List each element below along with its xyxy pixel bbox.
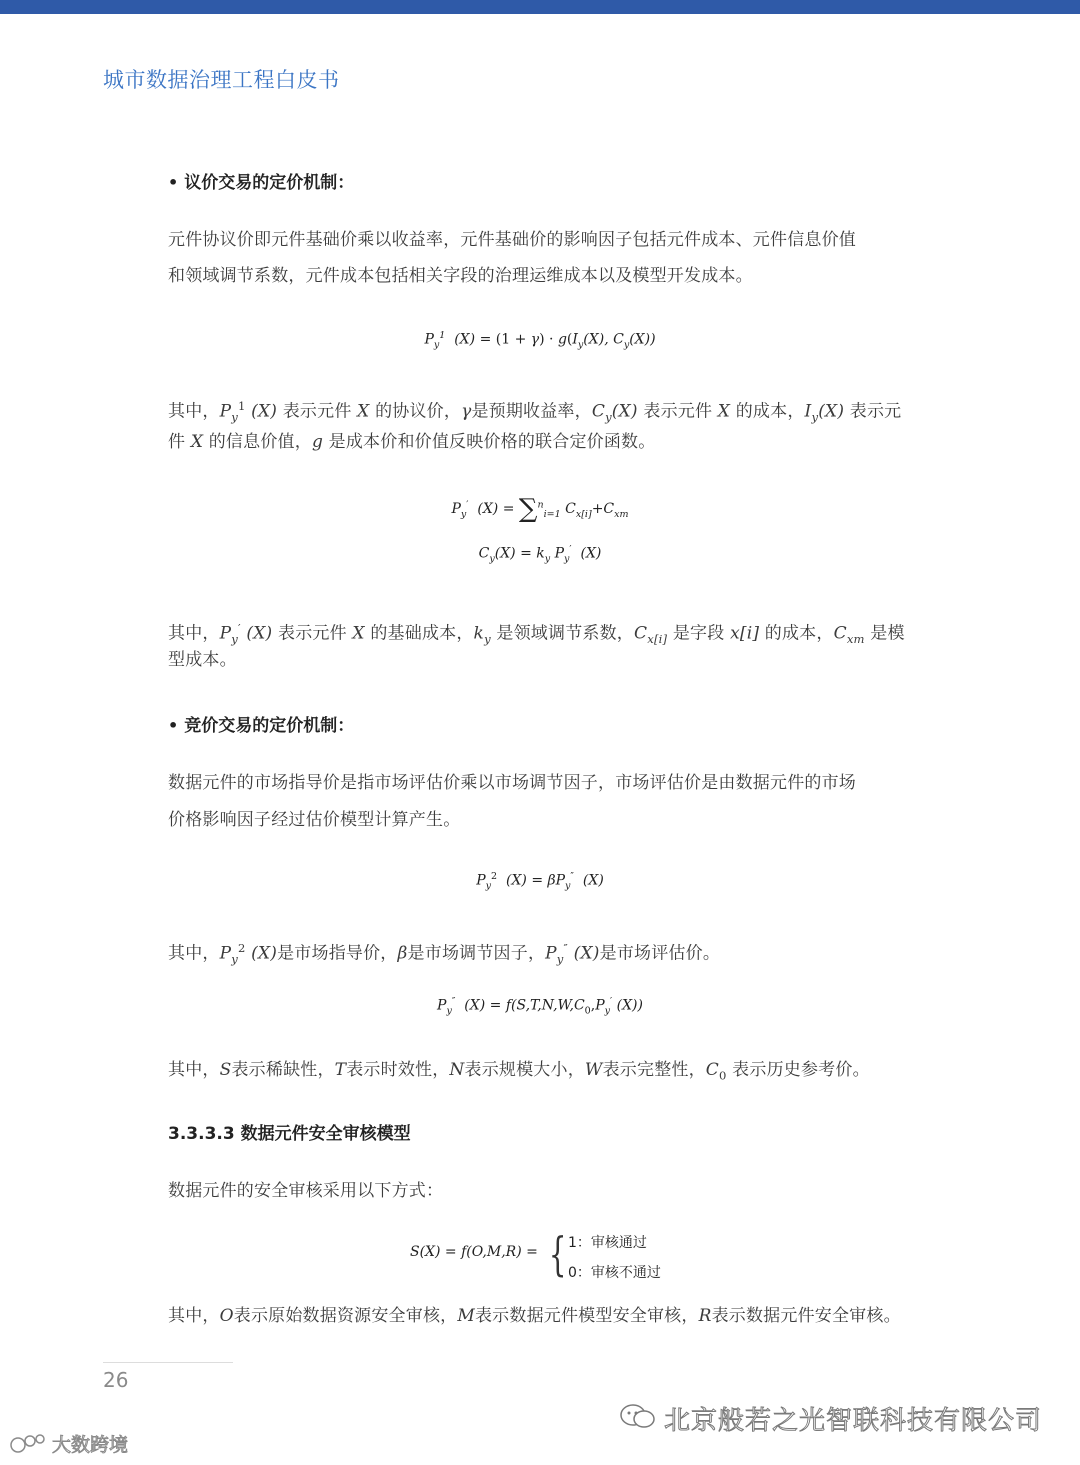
top-accent-bar — [0, 0, 1080, 14]
symbol: (S,T,N,W, — [511, 997, 574, 1014]
symbol: , — [590, 997, 596, 1014]
text: 其中， — [168, 1306, 220, 1326]
text: 表示数据元件模型安全审核， — [474, 1306, 699, 1326]
case-fail: 0：审核不通过 — [568, 1265, 661, 1281]
symbol: P — [545, 943, 557, 964]
symbol: X — [717, 401, 731, 422]
paragraph-line — [168, 930, 913, 977]
sum-upper-limit: n — [537, 499, 544, 511]
symbol: C — [634, 623, 648, 644]
text: 的成本， — [764, 623, 834, 644]
symbol-sup: 1 — [237, 399, 246, 413]
heading-text: 议价交易的定价机制： — [184, 173, 355, 193]
text: 是市场调节因子， — [407, 943, 546, 964]
paragraph-line — [168, 1298, 913, 1334]
symbol: (X) — [580, 545, 602, 562]
symbol-sub: y — [485, 880, 492, 892]
text: 其中， — [168, 943, 220, 964]
symbol: k — [536, 545, 545, 562]
symbol: C — [478, 545, 490, 562]
symbol: k — [473, 623, 485, 644]
symbol: ) · — [539, 331, 558, 348]
symbol: (1 + — [495, 331, 531, 348]
operator: = — [520, 545, 532, 562]
symbol-sub: y — [605, 410, 612, 425]
symbol: γ — [530, 331, 540, 348]
formula-element-cost — [0, 544, 1080, 564]
symbol-sup: ″ — [563, 941, 569, 955]
section-heading-auction-pricing — [168, 711, 354, 736]
symbol: g — [311, 432, 324, 452]
left-brace-icon: { — [548, 1227, 567, 1281]
footer-divider — [103, 1362, 233, 1363]
symbol: P — [554, 545, 565, 562]
symbol: X — [352, 623, 365, 644]
text: 表示时效性， — [346, 1060, 450, 1080]
symbol: (X) — [494, 545, 516, 562]
text: 表示稀缺性， — [231, 1060, 335, 1080]
symbol-sub: x[i] — [647, 632, 668, 647]
symbol: C — [613, 331, 624, 348]
symbol: (X) — [582, 872, 604, 889]
symbol: (X) — [251, 401, 278, 422]
symbol: (X) — [573, 943, 600, 964]
section-heading-negotiated-pricing — [168, 168, 354, 193]
text: 表示历史参考价。 — [732, 1060, 870, 1080]
text: 表示元件 — [643, 401, 713, 422]
symbol: P — [437, 997, 447, 1014]
symbol: (X)) — [616, 997, 643, 1014]
symbol: β — [547, 872, 556, 889]
symbol-sup: 1 — [439, 330, 446, 341]
symbol: X — [357, 401, 370, 422]
text: 表示元件 — [278, 623, 347, 644]
symbol: C — [833, 623, 847, 644]
operator: = — [489, 997, 502, 1014]
text: 表示元件 — [282, 401, 352, 422]
case-pass: 1：审核通过 — [568, 1235, 647, 1251]
symbol: (X) — [505, 872, 527, 889]
bullet-icon: • — [168, 716, 179, 735]
symbol: (X) — [611, 401, 638, 422]
symbol: M — [457, 1306, 475, 1326]
text: 表示元 — [849, 401, 902, 422]
symbol-sub: xm — [614, 508, 629, 520]
symbol: (X) — [464, 997, 486, 1014]
text: 的基础成本， — [370, 623, 474, 644]
symbol: T — [334, 1060, 347, 1080]
operator: = — [502, 501, 515, 517]
text: 表示规模大小， — [464, 1060, 585, 1080]
text: 表示数据元件安全审核。 — [711, 1306, 901, 1326]
section-heading-security-audit: 3.3.3.3 数据元件安全审核模型 — [168, 1124, 411, 1144]
text: 是市场指导价， — [277, 943, 398, 964]
symbol: C — [705, 1060, 720, 1080]
text: 的协议价， — [375, 401, 462, 422]
paragraph-line — [168, 424, 913, 460]
text: 其中， — [168, 401, 220, 422]
formula-market-guide-price — [0, 871, 1080, 891]
formula-base-price — [0, 494, 1080, 524]
page-number: 26 — [103, 1368, 129, 1392]
symbol-sub: y — [544, 553, 551, 565]
symbol-sub: 0 — [719, 1068, 727, 1083]
text: 表示原始数据资源安全审核， — [233, 1306, 458, 1326]
symbol: (X) — [818, 401, 845, 422]
text: 是成本价和价值反映价格的联合定价函数。 — [328, 432, 656, 452]
symbol-sup: ′ — [610, 996, 613, 1007]
wechat-icon — [618, 1402, 658, 1430]
symbol: g — [557, 331, 567, 348]
text: 是市场评估价。 — [599, 943, 721, 964]
symbol-sup: ′ — [237, 621, 241, 635]
symbol-sub: x[i] — [575, 508, 592, 520]
paragraph-line: 元件协议价即元件基础价乘以收益率，元件基础价的影响因子包括元件成本、元件信息价值 — [168, 230, 856, 250]
text: 是预期收益率， — [471, 401, 592, 422]
symbol-sub: y — [811, 410, 819, 425]
bullet-icon: • — [168, 173, 179, 192]
symbol: ( — [566, 331, 573, 348]
symbol-sup: ″ — [570, 871, 574, 882]
symbol: P — [595, 997, 605, 1014]
formula-security-audit — [410, 1226, 710, 1286]
symbol: C — [573, 997, 585, 1014]
formula-protocol-price — [0, 330, 1080, 350]
symbol-sup: 2 — [491, 871, 498, 882]
operator: + — [591, 501, 604, 517]
brand-logo-icon — [8, 1430, 48, 1456]
operator: = — [531, 872, 544, 889]
paragraph-line: 型成本。 — [168, 650, 237, 670]
symbol-sub: y — [565, 880, 571, 892]
symbol-sub: y — [446, 1005, 452, 1017]
symbol: P — [476, 872, 486, 889]
document-title: 城市数据治理工程白皮书 — [103, 68, 340, 92]
text: 其中， — [168, 1060, 220, 1080]
text: 是字段 — [672, 623, 725, 644]
symbol-sub: xm — [846, 632, 865, 647]
symbol: (X) — [454, 331, 476, 348]
symbol: (X) — [251, 943, 278, 964]
symbol: C — [603, 501, 615, 517]
symbol: O — [219, 1306, 234, 1326]
watermark-brand: 大数跨境 — [52, 1434, 129, 1456]
formula-market-evaluation-price — [0, 996, 1080, 1016]
symbol-sup: 2 — [237, 941, 246, 955]
text: 是领域调节系数， — [496, 623, 635, 644]
watermark-company-name: 北京般若之光智联科技有限公司 — [664, 1406, 1043, 1436]
text: 其中， — [168, 623, 220, 644]
symbol: x[i] — [730, 623, 760, 644]
text: 的信息价值， — [208, 432, 312, 452]
formula-lhs: S(X) = f(O,M,R) = — [410, 1244, 538, 1260]
symbol: X — [190, 432, 204, 452]
paragraph-line — [168, 1052, 913, 1093]
symbol-sub: y — [556, 952, 564, 967]
symbol: C — [565, 501, 576, 517]
symbol-sub: y — [231, 410, 238, 425]
symbol-sub: y — [564, 553, 570, 565]
symbol: P — [451, 501, 461, 517]
paragraph-line: 数据元件的安全审核采用以下方式： — [168, 1181, 444, 1201]
symbol-sup: ′ — [569, 544, 572, 555]
symbol: N — [449, 1060, 465, 1080]
symbol: (X), — [583, 331, 614, 348]
symbol: W — [584, 1060, 603, 1080]
heading-text: 竞价交易的定价机制： — [184, 716, 355, 736]
symbol: β — [397, 943, 408, 964]
symbol: R — [698, 1306, 712, 1326]
symbol: P — [555, 872, 566, 889]
paragraph-line: 和领域调节系数，元件成本包括相关字段的治理运维成本以及模型开发成本。 — [168, 266, 753, 286]
paragraph-line: 数据元件的市场指导价是指市场评估价乘以市场调节因子，市场评估价是由数据元件的市场 — [168, 773, 856, 793]
symbol-sup: ′ — [466, 499, 469, 511]
symbol: f — [505, 997, 512, 1014]
symbol-sub: y — [577, 339, 584, 351]
symbol: (X) — [246, 623, 273, 644]
symbol: P — [219, 943, 232, 964]
symbol-sub: y — [489, 553, 495, 565]
symbol: I — [804, 401, 812, 422]
text: 是模 — [870, 623, 905, 644]
text: 件 — [168, 432, 186, 452]
symbol-sup: ″ — [451, 996, 456, 1007]
sum-operator: ∑ — [518, 494, 538, 524]
symbol: γ — [461, 401, 472, 422]
symbol: I — [572, 331, 578, 348]
paragraph-line: 价格影响因子经过估价模型计算产生。 — [168, 810, 461, 830]
symbol: C — [591, 401, 606, 422]
symbol: (X)) — [629, 331, 656, 348]
symbol-sub: y — [433, 339, 440, 351]
symbol: P — [219, 401, 232, 422]
symbol-sub: 0 — [584, 1005, 591, 1017]
sum-lower-limit: i=1 — [543, 508, 561, 520]
symbol-sub: y — [623, 339, 630, 351]
symbol-sub: y — [231, 632, 238, 647]
symbol: P — [219, 623, 232, 644]
symbol-sub: y — [231, 952, 238, 967]
symbol-sub: y — [604, 1005, 610, 1017]
symbol-sub: y — [484, 632, 491, 647]
symbol: P — [424, 331, 434, 348]
symbol: S — [219, 1060, 232, 1080]
text: 的成本， — [735, 401, 805, 422]
symbol-sub: y — [460, 508, 467, 520]
operator: = — [479, 331, 492, 348]
symbol: (X) — [477, 501, 499, 517]
text: 表示完整性， — [602, 1060, 706, 1080]
